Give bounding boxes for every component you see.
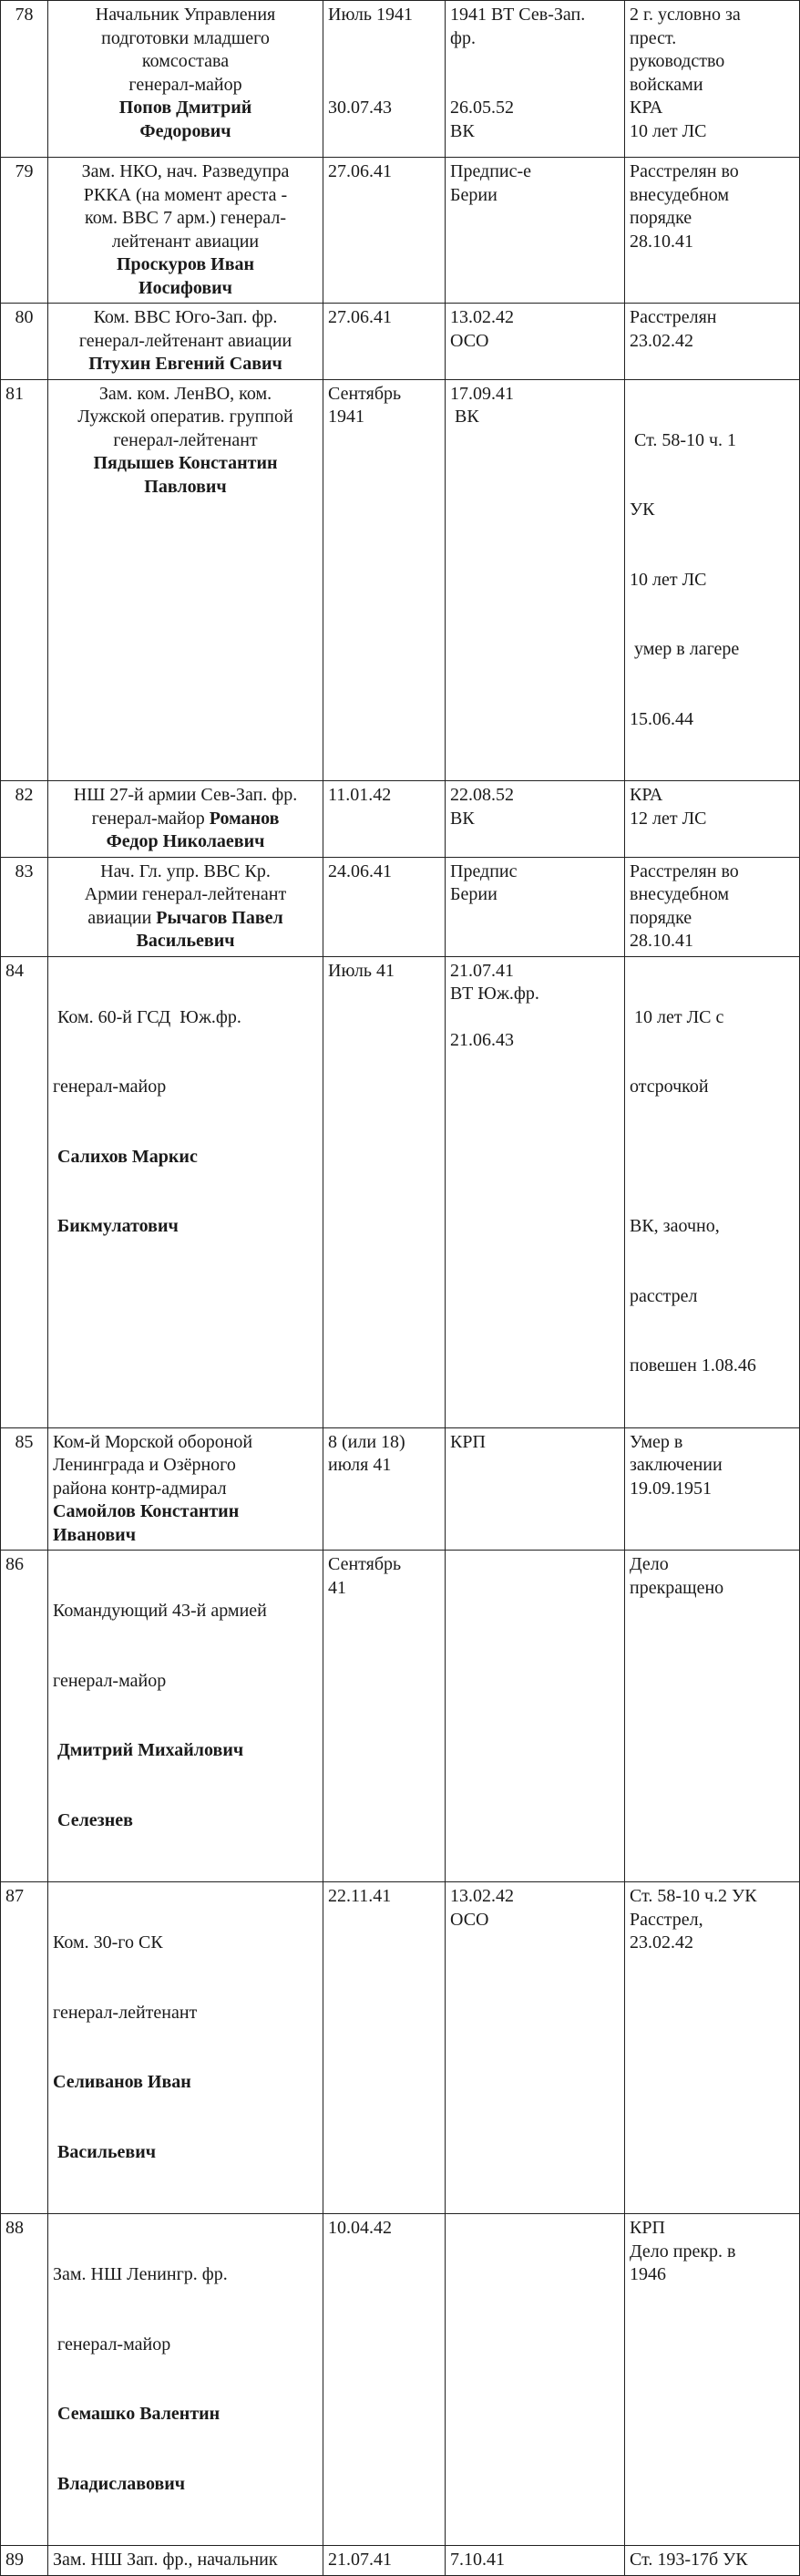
position-line: Ком-й Морской обороной [53, 1431, 253, 1452]
position-line: района контр-адмирал [53, 1478, 227, 1499]
sentence-line: ВК [450, 808, 475, 829]
fate-line: КРА [630, 98, 663, 118]
fate-line: заключении [630, 1455, 723, 1475]
arrest-date-cell [323, 1, 446, 158]
person-name: Павлович [144, 476, 227, 497]
sentence-line: ОСО [450, 330, 489, 351]
fate-line: внесудебном [630, 884, 730, 904]
arrest-date-cell [323, 781, 446, 858]
arrest-date-cell [323, 158, 446, 304]
position-cell [48, 2214, 323, 2546]
table-row [1, 1, 800, 158]
sentence-cell [446, 1551, 625, 1882]
sentence-cell [446, 781, 625, 858]
arrest-date: 24.06.41 [328, 860, 392, 881]
fate-line: 28.10.41 [630, 931, 693, 951]
sentence-line: Предпис-е [450, 161, 532, 181]
arrest-date: 27.06.41 [328, 161, 392, 181]
position-line: Ком. ВВС Юго-Зап. фр. [93, 307, 278, 327]
fate-line: 2 г. условно за [630, 5, 741, 25]
sentence-cell [446, 1427, 625, 1551]
fate-line: 23.02.42 [630, 1932, 693, 1953]
sentence-line: Берии [450, 884, 497, 904]
position-cell [48, 2546, 323, 2576]
table-row [1, 379, 800, 781]
fate-cell [625, 1, 800, 158]
row-number: 83 [1, 857, 48, 956]
position-cell [48, 304, 323, 380]
arrest-date-cell [323, 2214, 446, 2546]
fate-line: УК [630, 500, 655, 520]
position-line: РККА (на момент ареста - [83, 184, 288, 205]
arrest-date: июля 41 [328, 1455, 392, 1475]
sentence-line: 21.06.43 [450, 1030, 514, 1050]
row-number: 81 [1, 379, 48, 781]
fate-line: 15.06.44 [630, 708, 693, 729]
fate-line: 10 лет ЛС [630, 120, 707, 141]
arrest-date-cell [323, 2546, 446, 2576]
person-name: Федор Николаевич [106, 831, 265, 851]
person-name: Романов [209, 808, 280, 829]
person-name: Владиславович [53, 2473, 186, 2494]
person-name: Иосифович [138, 277, 232, 298]
person-name: Самойлов Константин [53, 1501, 240, 1521]
fate-line: Расстрелян во [630, 161, 739, 181]
position-line: генерал-майор [128, 74, 242, 95]
position-line: подготовки младшего [101, 27, 270, 48]
fate-line: 23.02.42 [630, 330, 693, 351]
position-line: лейтенант авиации [111, 231, 260, 252]
position-cell [48, 1551, 323, 1882]
table-row [1, 1882, 800, 2214]
sentence-line: 1941 ВТ Сев-Зап. [450, 5, 586, 25]
fate-cell [625, 857, 800, 956]
person-name: Селиванов Иван [53, 2072, 191, 2092]
person-name: Иванович [53, 1524, 136, 1545]
arrest-date-cell [323, 379, 446, 781]
arrest-date: 30.07.43 [328, 98, 392, 118]
fate-cell [625, 2546, 800, 2576]
fate-cell [625, 379, 800, 781]
sentence-line: 21.07.41 [450, 960, 514, 981]
table-row [1, 1551, 800, 1882]
fate-line: внесудебном [630, 184, 730, 205]
position-line: Зам. ком. ЛенВО, ком. [98, 383, 272, 404]
position-cell [48, 1427, 323, 1551]
arrest-date: 10.04.42 [328, 2218, 392, 2238]
position-line: Зам. НШ Ленингр. фр. [53, 2264, 228, 2284]
fate-cell [625, 956, 800, 1427]
person-name: Селезнев [53, 1809, 133, 1830]
sentence-cell [446, 2214, 625, 2546]
position-line: генерал-майор [53, 1077, 167, 1097]
person-name: Васильевич [53, 2141, 157, 2162]
fate-line: умер в лагере [630, 639, 740, 659]
sentence-line: ВК [450, 120, 475, 141]
fate-line: войсками [630, 74, 703, 95]
position-cell [48, 379, 323, 781]
position-line: Армии генерал-лейтенант [84, 884, 287, 904]
position-line: генерал-майор [53, 1670, 167, 1691]
fate-line: руководство [630, 51, 725, 71]
fate-cell [625, 781, 800, 858]
fate-line: 1946 [630, 2264, 666, 2284]
table-row [1, 1427, 800, 1551]
sentence-cell [446, 2546, 625, 2576]
fate-line: 19.09.1951 [630, 1478, 712, 1499]
position-line: НШ 27-й армии Сев-Зап. фр. [73, 785, 298, 805]
position-line: Командующий 43-й армией [53, 1601, 267, 1621]
position-line: генерал-майор [53, 2334, 171, 2354]
row-number: 82 [1, 781, 48, 858]
fate-cell [625, 2214, 800, 2546]
table-row [1, 857, 800, 956]
arrest-date-cell [323, 1551, 446, 1882]
fate-line: Расстрел, [630, 1909, 703, 1930]
position-line: Начальник Управления [95, 5, 276, 25]
person-name: Васильевич [136, 931, 235, 951]
sentence-cell [446, 857, 625, 956]
table-row [1, 956, 800, 1427]
fate-line: Расстрелян [630, 307, 717, 327]
fate-line: отсрочкой [630, 1077, 709, 1097]
fate-line: 10 лет ЛС [630, 569, 707, 590]
fate-line: 12 лет ЛС [630, 808, 707, 829]
person-name: Попов Дмитрий [118, 98, 252, 118]
sentence-cell [446, 379, 625, 781]
sentence-line: 17.09.41 [450, 383, 514, 404]
person-name: Рычагов Павел [156, 907, 283, 928]
fate-line: 10 лет ЛС с [630, 1006, 724, 1027]
person-name: Дмитрий Михайлович [53, 1740, 244, 1760]
fate-line: порядке [630, 907, 692, 928]
position-cell [48, 158, 323, 304]
arrest-date: 41 [328, 1577, 346, 1598]
row-number: 78 [1, 1, 48, 158]
fate-line: ВК, заочно, [630, 1216, 720, 1236]
position-rank: генерал-майор [91, 808, 205, 829]
fate-line: КРА [630, 785, 663, 805]
position-line: Зам. НШ Зап. фр., начальник [53, 2550, 278, 2570]
sentence-cell [446, 956, 625, 1427]
sentence-line: 13.02.42 [450, 1886, 514, 1906]
row-number: 87 [1, 1882, 48, 2214]
person-name: Пядышев Константин [93, 453, 278, 473]
position-line: Нач. Гл. упр. ВВС Кр. [100, 860, 271, 881]
position-line [52, 907, 319, 931]
person-name: Федорович [139, 120, 231, 141]
sentence-line: 7.10.41 [450, 2550, 505, 2570]
sentence-cell [446, 1, 625, 158]
fate-line: прест. [630, 27, 677, 48]
person-name: Птухин Евгений Савич [88, 354, 282, 374]
person-name: Семашко Валентин [53, 2404, 221, 2424]
arrest-date: 11.01.42 [328, 785, 392, 805]
arrest-date-cell [323, 857, 446, 956]
position-line: Лужской оператив. группой [77, 407, 293, 427]
position-cell [48, 956, 323, 1427]
arrest-date: Сентябрь [328, 1554, 402, 1574]
sentence-cell [446, 1882, 625, 2214]
fate-line: 28.10.41 [630, 231, 693, 252]
fate-line: прекращено [630, 1577, 724, 1598]
position-cell [48, 1882, 323, 2214]
sentence-line: ВТ Юж.фр. [450, 984, 539, 1004]
fate-cell [625, 1427, 800, 1551]
table-row [1, 158, 800, 304]
arrest-date: Сентябрь [328, 383, 402, 404]
position-line: генерал-лейтенант авиации [78, 330, 292, 351]
fate-line: Ст. 193-17б УК [630, 2550, 748, 2570]
row-number: 85 [1, 1427, 48, 1551]
fate-line: Дело прекр. в [630, 2241, 736, 2262]
fate-line: Ст. 58-10 ч.2 УК [630, 1886, 757, 1906]
arrest-date: 22.11.41 [328, 1886, 392, 1906]
fate-line: Ст. 58-10 ч. 1 [630, 429, 737, 450]
table-row [1, 2546, 800, 2576]
table-row [1, 781, 800, 858]
fate-line: Расстрелян во [630, 860, 739, 881]
position-cell [48, 857, 323, 956]
sentence-line: Предпис [450, 860, 518, 881]
row-number: 84 [1, 956, 48, 1427]
sentence-line: КРП [450, 1431, 486, 1452]
fate-cell [625, 1882, 800, 2214]
row-number: 80 [1, 304, 48, 380]
person-name: Проскуров Иван [116, 254, 255, 274]
sentence-line: фр. [450, 27, 476, 48]
fate-line: порядке [630, 208, 692, 228]
position-line: генерал-лейтенант [53, 2002, 198, 2023]
position-line: ком. ВВС 7 арм.) генерал- [85, 208, 286, 228]
row-number: 89 [1, 2546, 48, 2576]
position-line: Ленинграда и Озёрного [53, 1455, 236, 1475]
row-number: 88 [1, 2214, 48, 2546]
arrest-date-cell [323, 1882, 446, 2214]
fate-line: расстрел [630, 1285, 698, 1306]
arrest-date: Июль 41 [328, 960, 395, 981]
person-name: Салихов Маркис [53, 1146, 198, 1167]
sentence-cell [446, 304, 625, 380]
position-line: Ком. 60-й ГСД Юж.фр. [53, 1006, 241, 1027]
fate-cell [625, 304, 800, 380]
fate-line: повешен 1.08.46 [630, 1355, 756, 1376]
fate-line: Умер в [630, 1431, 683, 1452]
sentence-line: 22.08.52 [450, 785, 514, 805]
row-number: 86 [1, 1551, 48, 1882]
fate-line: КРП [630, 2218, 665, 2238]
sentence-line: 26.05.52 [450, 98, 514, 118]
arrest-date-cell [323, 304, 446, 380]
arrest-date: 27.06.41 [328, 307, 392, 327]
position-rank: авиации [87, 907, 152, 928]
fate-line: Дело [630, 1554, 669, 1574]
fate-cell [625, 1551, 800, 1882]
arrest-date-cell [323, 956, 446, 1427]
arrest-date: Июль 1941 [328, 5, 413, 25]
sentence-line: ВК [450, 407, 479, 427]
position-line: Ком. 30-го СК [53, 1932, 163, 1953]
arrest-date-cell [323, 1427, 446, 1551]
position-line: генерал-лейтенант [113, 429, 258, 450]
table-row [1, 2214, 800, 2546]
position-line: Зам. НКО, нач. Разведупра [81, 161, 290, 181]
arrest-date: 21.07.41 [328, 2550, 392, 2570]
table-row [1, 304, 800, 380]
sentence-cell [446, 158, 625, 304]
position-line [52, 808, 319, 831]
sentence-line: Берии [450, 184, 497, 205]
sentence-line: 13.02.42 [450, 307, 514, 327]
position-cell [48, 1, 323, 158]
row-number: 79 [1, 158, 48, 304]
arrest-date: 8 (или 18) [328, 1431, 405, 1452]
fate-cell [625, 158, 800, 304]
arrest-date: 1941 [328, 407, 364, 427]
position-cell [48, 781, 323, 858]
position-line: комсостава [141, 51, 230, 71]
sentence-line: ОСО [450, 1909, 489, 1930]
person-name: Бикмулатович [53, 1216, 179, 1236]
